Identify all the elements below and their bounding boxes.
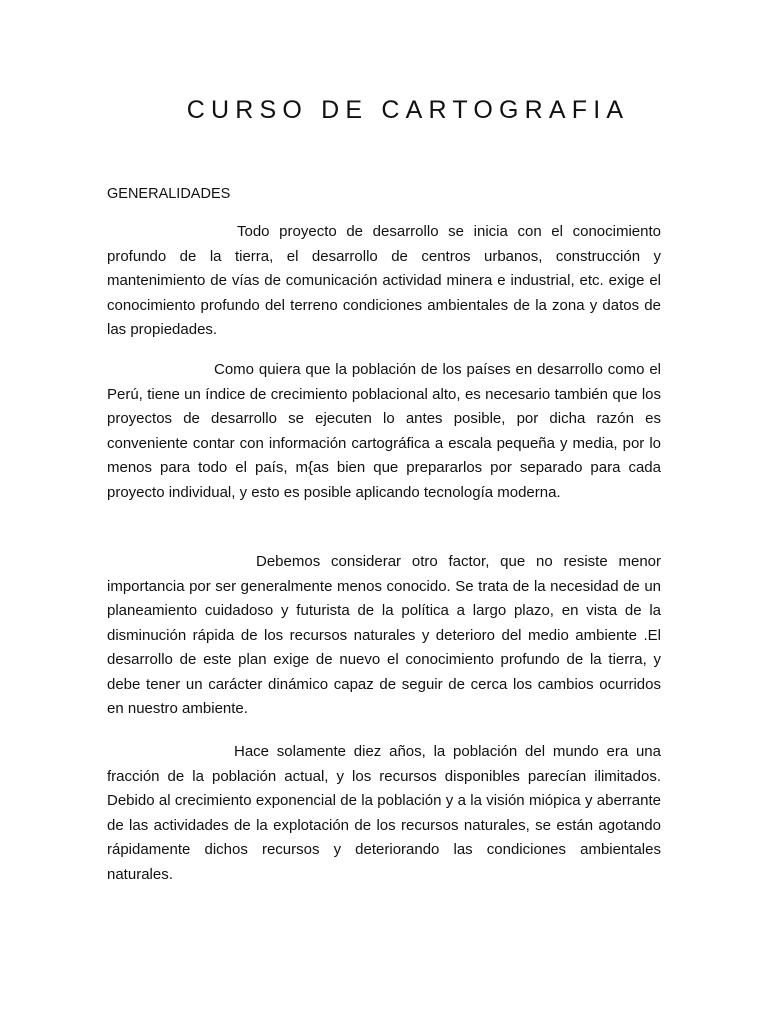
- document-title: CURSO DE CARTOGRAFIA: [186, 96, 630, 124]
- paragraph-4: Hace solamente diez años, la población del mundo era una fracción de la población actual, y los recursos disponibles parecían ilimitados. Debido al crecimiento exponencial de la población y a la visión miópica y aberrante de las actividades de la explotación de los recursos naturales, se están agotando rápidamente dichos recursos y deteriorando las condiciones ambientales naturales.: [107, 743, 661, 883]
- paragraph-3: Debemos considerar otro factor, que no resiste menor importancia por ser generalmente menos conocido. Se trata de la necesidad de un planeamiento cuidadoso y futurista de la política a largo plazo, en vista de la disminución rápida de los recursos naturales y deterioro del medio ambiente .El desarrollo de este plan exige de nuevo el conocimiento profundo de la tierra, y debe tener un carácter dinámico capaz de seguir de cerca los cambios ocurridos en nuestro ambiente.: [107, 553, 661, 717]
- paragraph-1: Todo proyecto de desarrollo se inicia con el conocimiento profundo de la tierra, el desarrollo de centros urbanos, construcción y mantenimiento de vías de comunicación actividad minera e industrial, etc. exige el conocimiento profundo del terreno condiciones ambientales de la zona y datos de las propiedades.: [107, 223, 661, 338]
- section-heading: GENERALIDADES: [107, 186, 231, 202]
- paragraph-2: Como quiera que la población de los países en desarrollo como el Perú, tiene un índice de crecimiento poblacional alto, es necesario también que los proyectos de desarrollo se ejecuten lo antes posible, por dicha razón es conveniente contar con información cartográfica a escala pequeña y media, por lo menos para todo el país, m{as bien que prepararlos por separado para cada proyecto individual, y esto es posible aplicando tecnología moderna.: [107, 361, 661, 501]
